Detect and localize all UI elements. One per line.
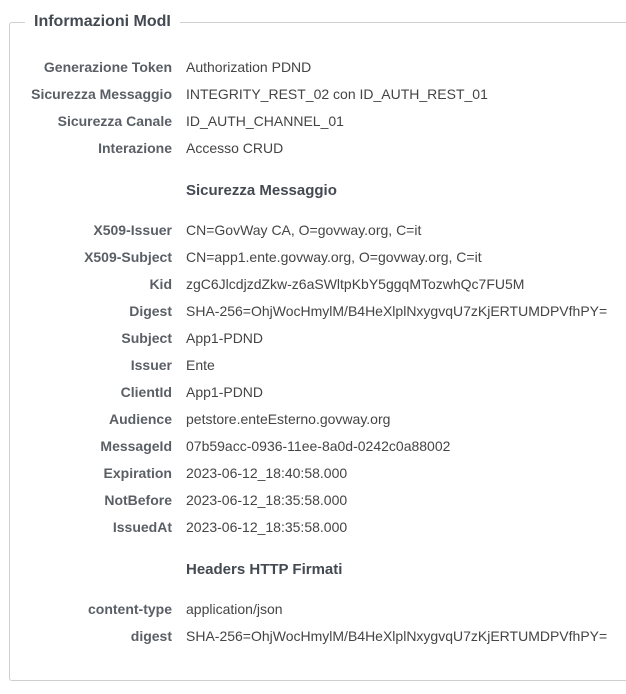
info-value: 07b59acc-0936-11ee-8a0d-0242c0a88002 <box>186 438 451 454</box>
info-label: digest <box>130 628 172 644</box>
info-row-expiration <box>0 460 626 487</box>
info-value: CN=GovWay CA, O=govway.org, C=it <box>186 222 422 238</box>
info-label: Audience <box>108 411 172 427</box>
info-label: Digest <box>129 303 172 319</box>
info-label: NotBefore <box>104 492 172 508</box>
info-value: SHA-256=OhjWocHmylM/B4HeXlplNxygvqU7zKjERTUMDPVfhPY= <box>186 303 608 319</box>
info-label: Interazione <box>98 140 172 156</box>
info-label: content-type <box>88 601 172 617</box>
info-label: Expiration <box>103 465 172 481</box>
info-row-issuer <box>0 352 626 379</box>
info-value: CN=app1.ente.govway.org, O=govway.org, C=it <box>186 249 482 265</box>
info-row-sicurezza-canale <box>0 108 626 135</box>
info-row-interazione <box>0 135 626 162</box>
info-row-x509-subject <box>0 244 626 271</box>
info-label: Kid <box>149 276 172 292</box>
info-row-generazione-token <box>0 54 626 81</box>
info-label: ClientId <box>120 384 172 400</box>
info-row-subject <box>0 325 626 352</box>
info-value: App1-PDND <box>186 330 264 346</box>
info-row-digest <box>0 298 626 325</box>
info-row-kid <box>0 271 626 298</box>
info-row-audience <box>0 406 626 433</box>
info-label: MessageId <box>100 438 172 454</box>
info-label: IssuedAt <box>112 519 172 535</box>
info-label: Sicurezza Messaggio <box>31 86 172 102</box>
info-label: Issuer <box>130 357 172 373</box>
info-label: X509-Subject <box>84 249 172 265</box>
info-value: zgC6JlcdjzdZkw-z6aSWltpKbY5ggqMTozwhQc7FU5M <box>186 276 525 292</box>
info-row-content-type <box>0 596 626 623</box>
info-value: ID_AUTH_CHANNEL_01 <box>186 113 344 129</box>
info-row-issuedat <box>0 514 626 541</box>
info-row-x509-issuer <box>0 217 626 244</box>
info-label: X509-Issuer <box>93 222 172 238</box>
info-value: Ente <box>186 357 215 373</box>
info-value: petstore.enteEsterno.govway.org <box>186 411 391 427</box>
info-value: application/json <box>186 601 283 617</box>
info-value: Authorization PDND <box>186 59 312 75</box>
info-row-clientid <box>0 379 626 406</box>
info-value: 2023-06-12_18:35:58.000 <box>186 492 348 508</box>
info-value: 2023-06-12_18:40:58.000 <box>186 465 348 481</box>
info-label: Generazione Token <box>43 59 172 75</box>
info-value: SHA-256=OhjWocHmylM/B4HeXlplNxygvqU7zKjERTUMDPVfhPY= <box>186 628 608 644</box>
info-value: 2023-06-12_18:35:58.000 <box>186 519 348 535</box>
info-row-messageid <box>0 433 626 460</box>
section-title-sicurezza-messaggio: Sicurezza Messaggio <box>186 182 337 199</box>
panel-legend: Informazioni ModI <box>25 11 180 33</box>
info-row-notbefore <box>0 487 626 514</box>
info-label: Subject <box>121 330 172 346</box>
info-value: Accesso CRUD <box>186 140 284 156</box>
section-title-headers-http-firmati: Headers HTTP Firmati <box>186 561 343 578</box>
info-label: Sicurezza Canale <box>57 113 172 129</box>
info-value: INTEGRITY_REST_02 con ID_AUTH_REST_01 <box>186 86 488 102</box>
info-value: App1-PDND <box>186 384 264 400</box>
info-row-sicurezza-messaggio <box>0 81 626 108</box>
info-row-digest-header <box>0 623 626 650</box>
